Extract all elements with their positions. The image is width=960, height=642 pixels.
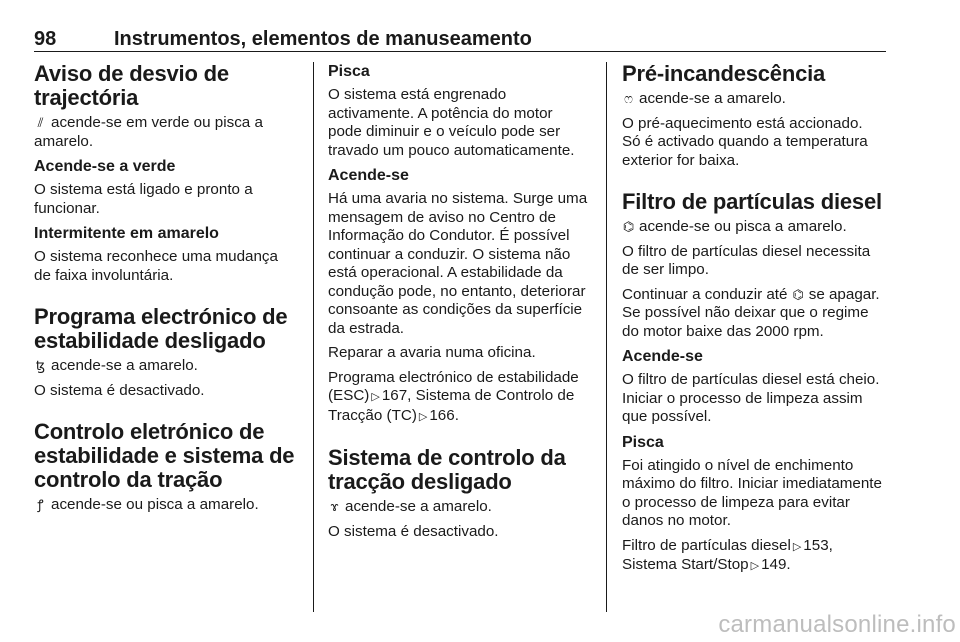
subheading-pisca: Pisca xyxy=(328,63,370,80)
section-title-dpf: Filtro de partículas diesel xyxy=(622,189,882,214)
cross-reference: Programa electrónico de estabilidade (ESC) ▷ 167, Sistema de Controlo de Tracção (TC) ▷ 166. xyxy=(328,368,579,424)
section-title-lane-departure: Aviso de desvio de trajectória xyxy=(34,61,229,110)
column-3: Pré-incandescência ෆ acende-se a amarelo. O pré-aquecimento está accionado. Só é activado quando a temperatura exterior for baixa. Filtro de partículas diesel ⌬ acende-se ou pisca a amarelo. O filtro de partículas diesel necessita de ser limpo. Continuar a conduzir até ⌬ se apagar. Se possível não deixar que o regime do motor baixe das 2000 rpm. Acende-se O filtro de partículas diesel está cheio. Iniciar o processo de limpeza assim que possível. Pisca Foi atingido o nível de enchimento máximo do filtro. Iniciar imediatamente o processo de limpeza para evitar danos no motor. Filtro de partículas diesel ▷ 153, Sistema Start/Stop ▷ 149. xyxy=(622,62,884,582)
page-header xyxy=(34,28,886,52)
diesel-particle-filter-icon: ⌬ xyxy=(792,286,804,302)
page-ref-icon: ▷ xyxy=(418,410,428,423)
subheading-pisca: Pisca xyxy=(622,433,664,451)
running-title: Instrumentos, elementos de manuseamento xyxy=(114,28,532,50)
subheading-acende: Acende-se xyxy=(622,348,703,365)
section-title-esc-off: Programa electrónico de estabilidade desligado xyxy=(34,304,288,353)
section-title-esc-tc: Controlo eletrónico de estabilidade e sistema de controlo da tração xyxy=(34,419,295,492)
cross-reference: Filtro de partículas diesel ▷ 153, Sistema Start/Stop ▷ 149. xyxy=(622,536,833,573)
page-number: 98 xyxy=(34,28,57,50)
subheading-flashing: Intermitente em amarelo xyxy=(34,225,219,242)
header-rule xyxy=(34,51,886,52)
diesel-particle-filter-icon: ⌬ xyxy=(622,219,635,234)
esc-traction-icon: ꝭ xyxy=(37,497,44,512)
column-1: Aviso de desvio de trajectória ⫽ acende-se em verde ou pisca a amarelo. Acende-se a verde O sistema está ligado e pronto a funcionar. Intermitente em amarelo O sistema reconhece uma mudança de faixa involuntária. Programa electrónico de estabilidade desligado ꜩ acende-se a amarelo. O sistema é desactivado. Controlo eletrónico de estabilidade e sistema de controlo da tração ꝭ acende-se ou pisca a amarelo. xyxy=(34,61,295,513)
column-divider-2 xyxy=(606,62,607,612)
glow-plug-icon: ෆ xyxy=(624,91,633,106)
tc-off-icon: ɤ xyxy=(330,499,339,514)
lane-departure-icon: ⫽ xyxy=(37,115,44,130)
section-title-glow-plug: Pré-incandescência xyxy=(622,61,826,86)
subheading-acende: Acende-se xyxy=(328,167,409,184)
page-ref-icon: ▷ xyxy=(371,391,380,403)
watermark: carmanualsonline.info xyxy=(718,611,956,638)
page-ref-icon: ▷ xyxy=(750,560,760,572)
subheading-green: Acende-se a verde xyxy=(34,158,176,175)
page-ref-icon: ▷ xyxy=(792,540,802,553)
section-title-tc-off: Sistema de controlo da tracção desligado xyxy=(328,445,566,494)
column-2: Pisca O sistema está engrenado activamente. A potência do motor pode diminuir e o veículo pode ser travado um pouco automaticamente. Acende-se Há uma avaria no sistema. Surge uma mensagem de aviso no Centro de Informação do Condutor. É possível continuar a conduzir. O sistema não está operacional. A estabilidade da condução pode, no entanto, deteriorar consoante as condições da superfície da estrada. Reparar a avaria numa oficina. Programa electrónico de estabilidade (ESC) ▷ 167, Sistema de Controlo de Tracção (TC) ▷ 166. Sistema de controlo da tracção desligado ɤ acende-se a amarelo. O sistema é desactivado. xyxy=(328,62,590,547)
esc-off-icon: ꜩ xyxy=(35,358,46,373)
column-divider-1 xyxy=(313,62,314,612)
